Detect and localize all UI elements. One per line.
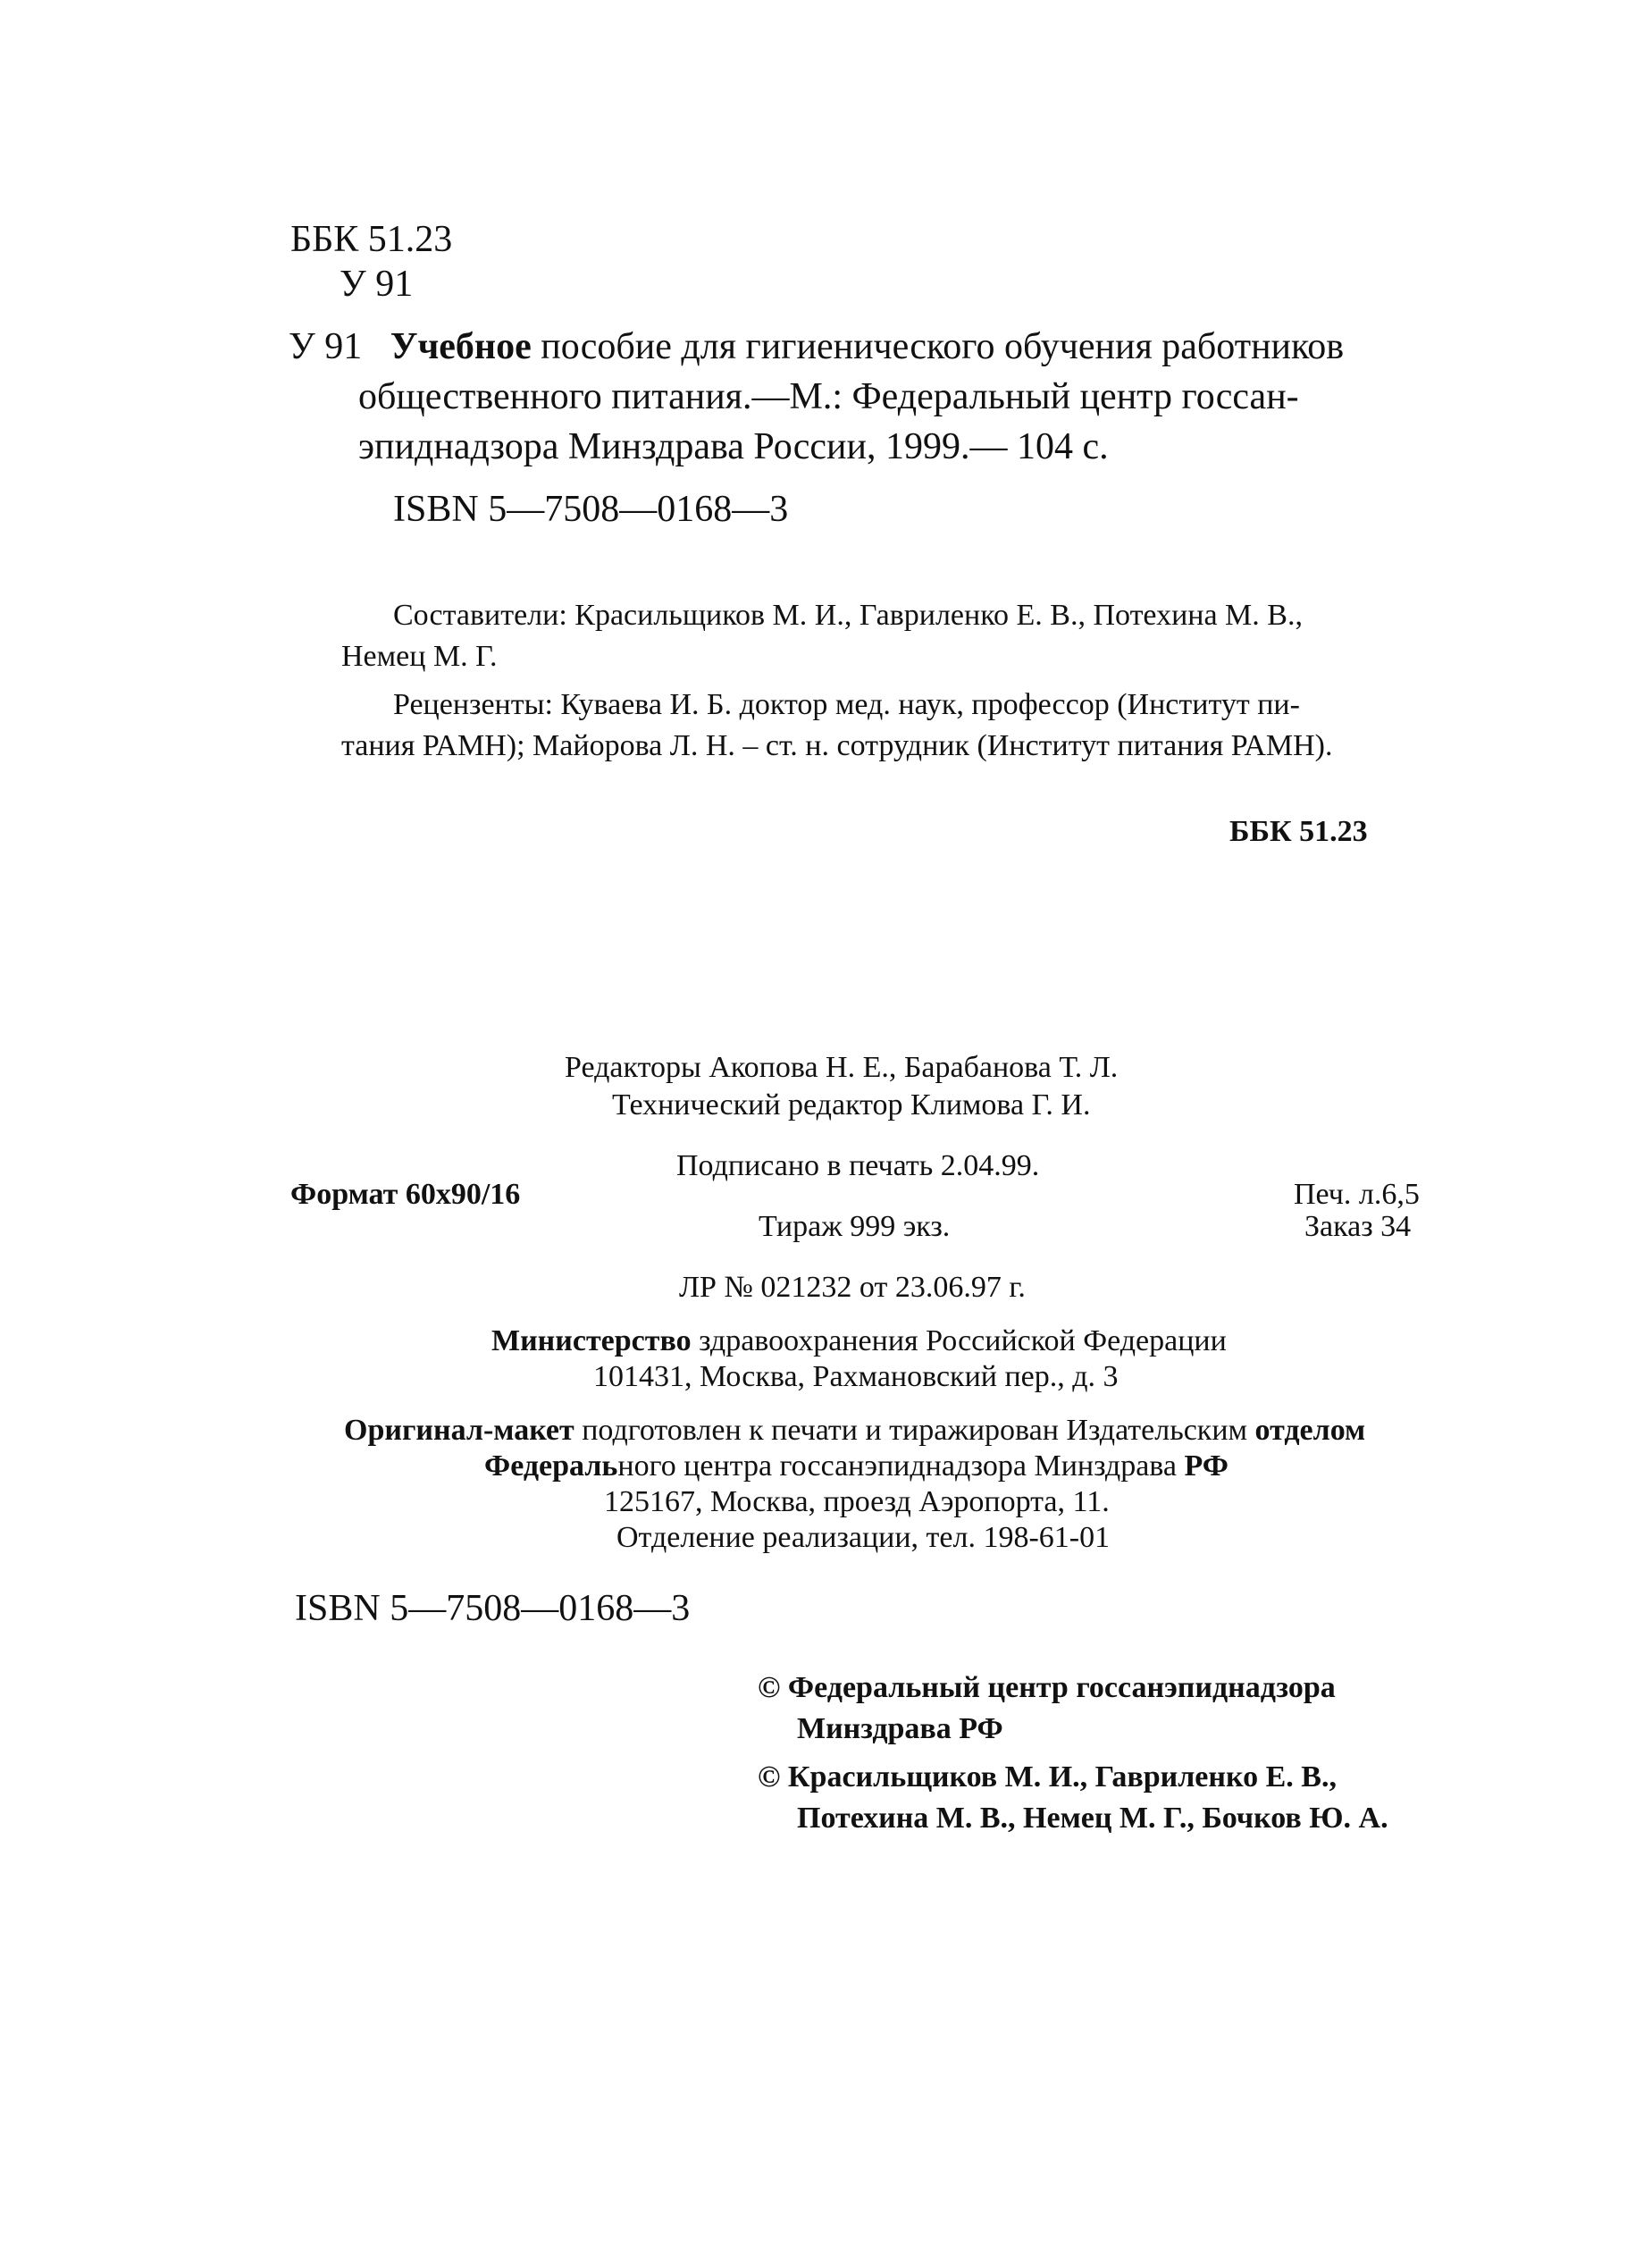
layout-note-bold-b: отделом	[1254, 1414, 1366, 1447]
copyright-authors	[758, 1757, 1388, 1839]
order-number: Заказ 34	[1304, 1210, 1412, 1243]
isbn-bottom: ISBN 5—7508—0168—3	[295, 1588, 691, 1629]
bbk-code-right: ББК 51.23	[1229, 815, 1368, 848]
layout-note-mid: подготовлен к печати и тиражирован Издательским	[582, 1414, 1248, 1447]
layout-note-l2-bold-a: Федераль	[484, 1449, 618, 1483]
copyright-authors-line2: Потехина М. В., Немец М. Г., Бочков Ю. А.	[797, 1802, 1388, 1835]
bibliographic-entry	[289, 322, 1344, 472]
entry-mark: У 91	[289, 326, 363, 367]
entry-line1: пособие для гигиенического обучения работников	[541, 326, 1345, 367]
copyright-authors-line1: © Красильщиков М. И., Гавриленко Е. В.,	[758, 1760, 1337, 1794]
bbk-code-top: ББК 51.23	[290, 219, 453, 260]
compilers-line2: Немец М. Г.	[341, 640, 498, 673]
entry-title-bold: Учебное	[390, 326, 532, 367]
reviewers-block	[341, 685, 1333, 767]
signed-date: Подписано в печать 2.04.99.	[676, 1149, 1040, 1182]
print-sheets: Печ. л.6,5	[1294, 1178, 1420, 1211]
copyright-publisher-line2: Минздрава РФ	[797, 1712, 1003, 1745]
entry-line3: эпиднадзора Минздрава России, 1999.— 104 с.	[358, 426, 1109, 467]
reviewers-line2: тания РАМН); Майорова Л. Н. – ст. н. сотрудник (Институт питания РАМН).	[341, 729, 1333, 762]
ministry-name-bold: Министерство	[491, 1324, 692, 1357]
compilers-line1: Составители: Красильщиков М. И., Гавриленко Е. В., Потехина М. В.,	[393, 599, 1303, 632]
format: Формат 60х90/16	[290, 1178, 521, 1211]
technical-editor: Технический редактор Климова Г. И.	[612, 1088, 1091, 1122]
editors: Редакторы Акопова Н. Е., Барабанова Т. Л.	[565, 1051, 1119, 1084]
copyright-publisher-line1: © Федеральный центр госсанэпиднадзора	[758, 1671, 1336, 1704]
copyright-publisher	[758, 1668, 1336, 1750]
reviewers-line1: Рецензенты: Куваева И. Б. доктор мед. наук, профессор (Институт пи-	[393, 688, 1300, 721]
ministry-address: 101431, Москва, Рахмановский пер., д. 3	[593, 1360, 1119, 1393]
layout-note-l2-bold-b: РФ	[1184, 1449, 1229, 1483]
sales-department: Отделение реализации, тел. 198-61-01	[616, 1521, 1111, 1554]
compilers-block	[341, 595, 1303, 677]
print-run: Тираж 999 экз.	[759, 1210, 951, 1243]
layout-note-bold-a: Оригинал-макет	[344, 1414, 574, 1447]
layout-note-l2-mid: ного центра госсанэпиднадзора Минздрава	[617, 1449, 1178, 1483]
entry-line2: общественного питания.—М.: Федеральный центр госсан-	[358, 376, 1299, 417]
ministry-name-rest: здравоохранения Российской Федерации	[699, 1324, 1227, 1357]
license-number: ЛР № 021232 от 23.06.97 г.	[679, 1271, 1026, 1304]
publisher-address: 125167, Москва, проезд Аэропорта, 11.	[604, 1485, 1110, 1518]
author-mark-top: У 91	[340, 264, 414, 305]
isbn-top: ISBN 5—7508—0168—3	[393, 489, 789, 530]
